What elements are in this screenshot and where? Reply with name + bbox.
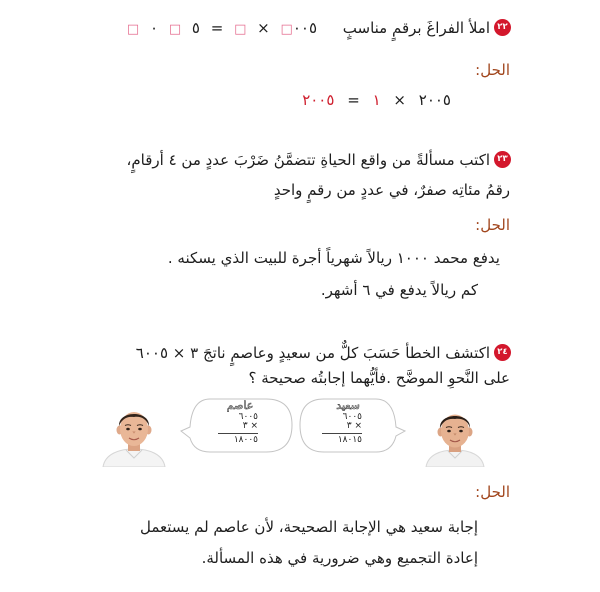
question-23-badge: ٢٣	[494, 151, 511, 168]
question-24-prompt-line-2: على النَّحوِ الموضَّح .فأيُّهما إجابتُه صحيحة ؟	[248, 369, 510, 387]
question-23-answer-line-2: كم ريالاً يدفع في ٦ أشهر.	[320, 281, 478, 299]
saeed-multiplier: ٣ ×	[346, 421, 362, 431]
question-22-line	[124, 18, 490, 40]
asem-calculation	[218, 413, 258, 445]
answer-product: ٢٠٠٥	[302, 91, 335, 109]
question-22-equation	[124, 18, 320, 40]
boy-asem-image	[100, 405, 168, 467]
times-sign: ×	[393, 91, 406, 109]
equation-digit: ٠	[149, 19, 159, 37]
question-24-prompt-line-1: اكتشف الخطأ حَسَبَ كلٌّ من سعيدٍ وعاصمٍ ناتجَ ٣ × ٦٠٠٥	[135, 344, 490, 362]
question-24-solution-label: الحل:	[475, 483, 510, 501]
question-24-answer-line-2: إعادة التجميع وهي ضرورية في هذه المسألة.	[201, 549, 478, 567]
equation-blank: □	[168, 22, 182, 37]
equation-digits: ٠٠٥	[292, 19, 317, 37]
saeed-product: ١٨٠١٥	[322, 433, 362, 445]
saeed-calculation	[322, 413, 362, 445]
boy-saeed-image	[424, 405, 486, 467]
equals-sign: =	[210, 19, 224, 37]
answer-factor: ١	[372, 91, 381, 109]
equation-blank: □	[280, 22, 293, 37]
question-24-answer-line-1: إجابة سعيد هي الإجابة الصحيحة، لأن عاصم لم يستعمل	[139, 518, 478, 536]
equation-digit: ٥	[191, 19, 200, 37]
times-sign: ×	[257, 19, 270, 37]
question-23-solution-label: الحل:	[475, 216, 510, 234]
question-22-badge: ٢٢	[494, 19, 511, 36]
asem-multiplicand: ٦٠٠٥	[238, 412, 258, 422]
question-22-prompt: املأ الفراغَ برقمٍ مناسبٍ	[342, 19, 490, 37]
question-23-prompt-line-2: رقمُ مئاتِه صفرٌ، في عددٍ من رقمٍ واحدٍ	[273, 181, 510, 199]
question-24-badge: ٢٤	[494, 344, 511, 361]
equation-blank: □	[126, 22, 140, 37]
equals-sign: =	[347, 91, 360, 109]
asem-product: ١٨٠٠٥	[218, 433, 258, 445]
asem-multiplier: ٣ ×	[242, 421, 258, 431]
question-23-answer-line-1: يدفع محمد ١٠٠٠ ريالاً شهرياً أجرة للبيت الذي يسكنه .	[167, 249, 500, 267]
answer-multiplicand: ٢٠٠٥	[418, 91, 451, 109]
question-22-answer-equation	[298, 90, 455, 110]
question-23-prompt-line-1: اكتب مسألةً من واقع الحياةِ تتضمَّنُ ضَرْبَ عددٍ من ٤ أرقامٍ،	[126, 151, 490, 169]
saeed-multiplicand: ٦٠٠٥	[342, 412, 362, 422]
saeed-name: سعيد	[336, 399, 360, 412]
equation-blank: □	[234, 22, 247, 37]
asem-name: عاصم	[226, 399, 254, 412]
question-22-solution-label: الحل:	[475, 61, 510, 79]
